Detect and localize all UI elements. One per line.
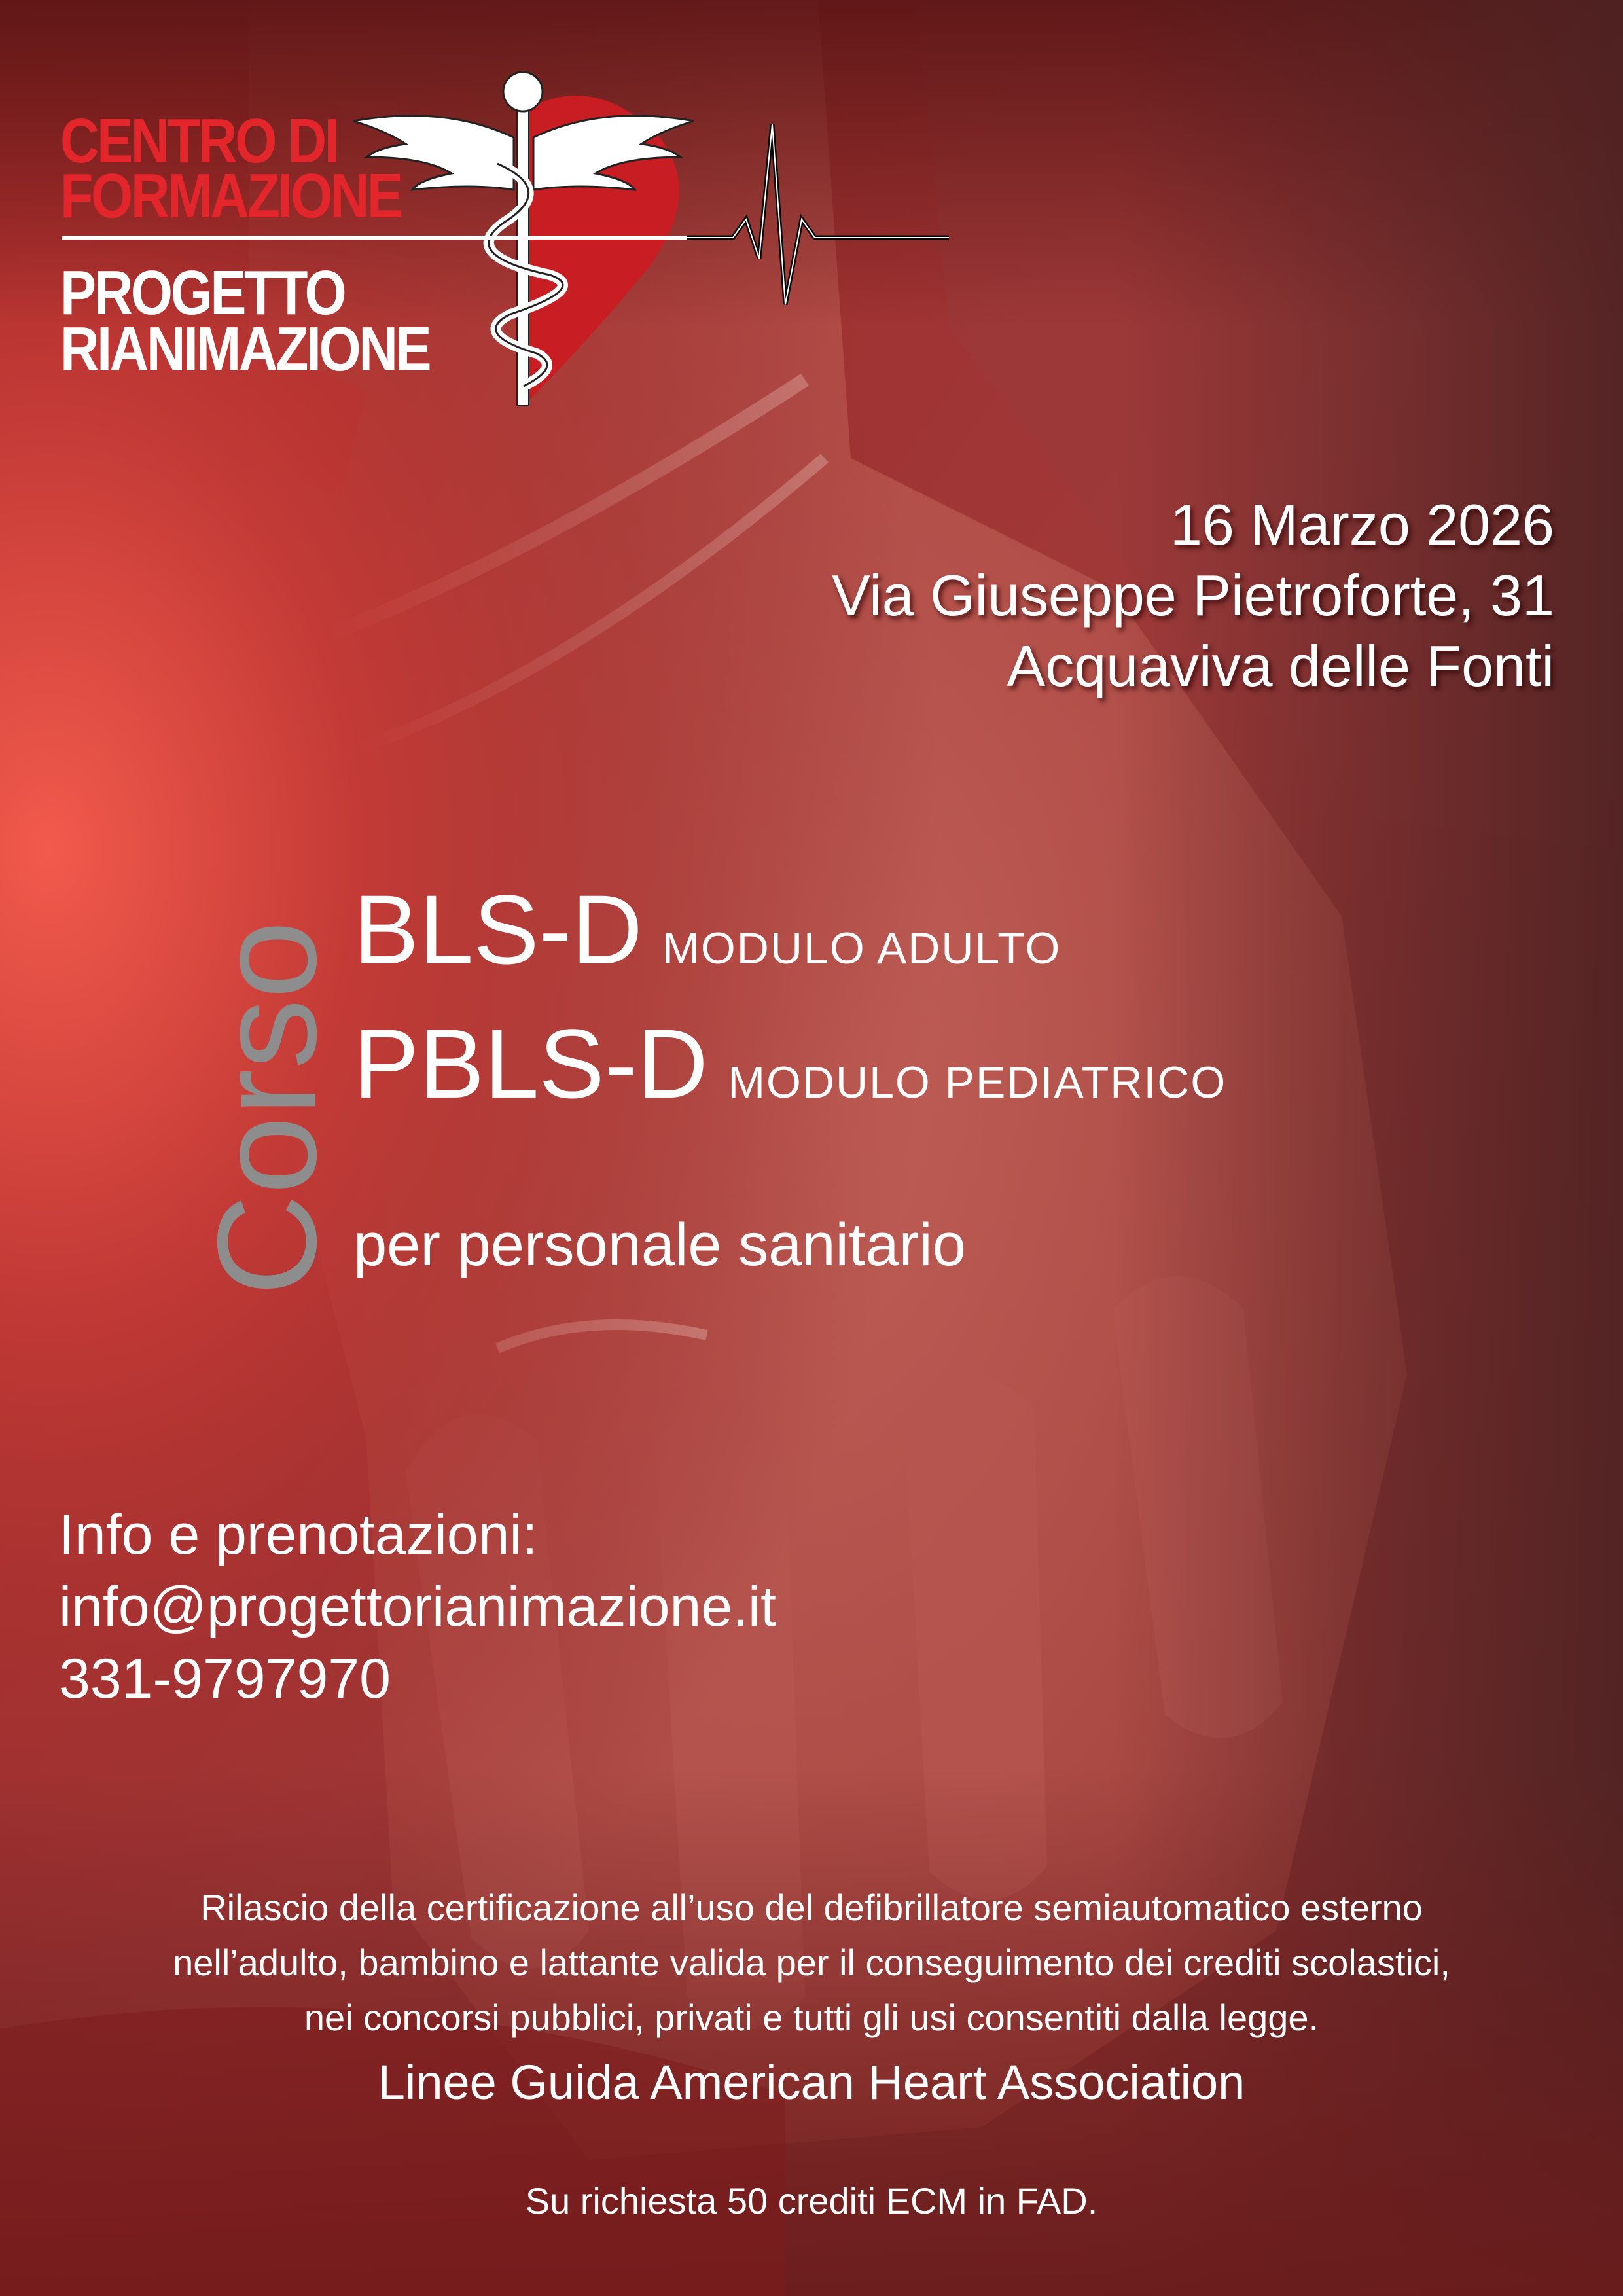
footer-certification-line1: Rilascio della certificazione all’uso del defibrillatore semiautomatico esterno: [200, 1887, 1423, 1928]
event-address: Via Giuseppe Pietroforte, 31: [832, 563, 1554, 628]
footer-ecm: Su richiesta 50 crediti ECM in FAD.: [525, 2180, 1098, 2221]
logo-line-progetto: PROGETTO: [60, 258, 345, 328]
logo-divider-line: [62, 236, 690, 240]
course-bls-title: [353, 874, 1061, 985]
event-date: 16 Marzo 2026: [1169, 492, 1554, 557]
contact-heading: Info e prenotazioni:: [59, 1503, 538, 1566]
footer-certification-line2: nell’adulto, bambino e lattante valida per il conseguimento dei crediti scolastici,: [173, 1942, 1450, 1983]
ecg-line-icon: [687, 121, 949, 311]
logo-line-centro: CENTRO DI: [60, 106, 338, 176]
footer-certification-line3: nei concorsi pubblici, privati e tutti gli usi consentiti dalla legge.: [304, 1997, 1319, 2038]
course-bls-main: BLS-D: [353, 874, 643, 984]
logo-line-formazione: FORMAZIONE: [60, 161, 401, 231]
contact-email[interactable]: info@progettorianimazione.it: [59, 1575, 776, 1638]
course-pbls-title: [353, 1008, 1226, 1119]
logo-line-rianimazione: RIANIMAZIONE: [60, 314, 430, 384]
course-pbls-sub: MODULO PEDIATRICO: [728, 1058, 1227, 1107]
contact-phone[interactable]: 331-9797970: [59, 1647, 391, 1710]
course-audience: per personale sanitario: [353, 1211, 966, 1278]
event-city: Acquaviva delle Fonti: [1007, 634, 1554, 698]
footer-guidelines: Linee Guida American Heart Association: [378, 2055, 1245, 2109]
course-vertical-label: Corso: [188, 920, 346, 1296]
course-bls-sub: MODULO ADULTO: [662, 924, 1061, 973]
course-pbls-main: PBLS-D: [353, 1009, 708, 1119]
